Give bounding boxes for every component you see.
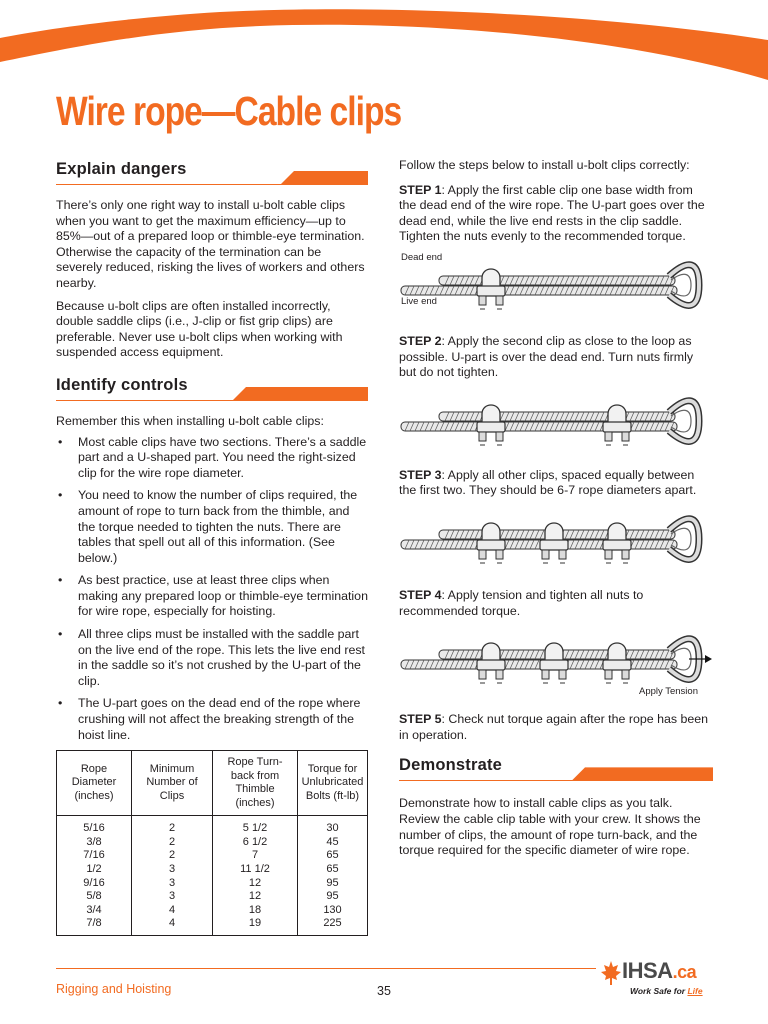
bullet-icon: • (58, 434, 63, 449)
step-4-figure (399, 626, 713, 702)
dead-end-label: Dead end (401, 251, 443, 263)
table-cell: 4 (132, 904, 213, 918)
table-cell: 3/4 (57, 904, 132, 918)
table-header-row (57, 751, 368, 816)
section-heading-demonstrate: Demonstrate (399, 756, 503, 775)
table-cell: 5/8 (57, 890, 132, 904)
table-cell: 65 (298, 849, 368, 863)
table-row (57, 877, 368, 891)
footer-rule (56, 968, 596, 969)
column-header: Rope Turn-back from Thimble (inches) (213, 751, 298, 816)
table-cell: 4 (132, 917, 213, 935)
clip-illustration (399, 506, 709, 578)
heading-accent-bar (571, 767, 713, 781)
cable-clip-icon (603, 523, 631, 563)
section-header-demonstrate (399, 754, 713, 784)
table-cell: 2 (132, 836, 213, 850)
cable-clip-table (56, 750, 368, 936)
page-title: Wire rope—Cable clips (56, 88, 402, 134)
table-cell: 7/16 (57, 849, 132, 863)
controls-list (56, 435, 368, 744)
table-cell: 5 1/2 (213, 816, 298, 836)
explain-paragraph: Because u-bolt clips are often installed incorrectly, double saddle clips (i.e., J-clip or fist grip clips) are preferable. Never use u-bolt clips when working with suspended access equipment. (56, 298, 343, 360)
table-row (57, 863, 368, 877)
ihsa-logo[interactable] (600, 958, 720, 1002)
step-label: STEP 4 (399, 587, 442, 602)
header-wave (0, 0, 768, 80)
cable-clip-icon (477, 523, 505, 563)
table-cell: 3 (132, 863, 213, 877)
identify-intro: Remember this when installing u-bolt cable clips: (56, 413, 324, 428)
table-row (57, 904, 368, 918)
bullet-icon: • (58, 627, 63, 642)
table-cell: 1/2 (57, 863, 132, 877)
table-cell: 3 (132, 890, 213, 904)
table-cell: 45 (298, 836, 368, 850)
page-number: 35 (377, 984, 391, 998)
bullet-icon: • (58, 696, 63, 711)
step-label: STEP 1 (399, 182, 442, 197)
table-cell: 19 (213, 917, 298, 935)
explain-paragraph: There’s only one right way to install u-bolt cable clips when you want to get the maximum efficiency—up to 85%—out of a prepared loop or thimble-eye termination. Otherwise the capacity of the termination can be severely reduced, risking the lives of workers and others nearby. (56, 198, 365, 290)
table-cell: 12 (213, 877, 298, 891)
left-column (56, 158, 368, 936)
section-header-explain (56, 158, 368, 188)
cable-clip-icon (603, 405, 631, 445)
apply-tension-label: Apply Tension (639, 686, 698, 698)
step-5: STEP 5: Check nut torque again after the rope has been in operation. (399, 712, 709, 742)
table-cell: 225 (298, 917, 368, 935)
table-row (57, 849, 368, 863)
heading-rule (399, 780, 713, 781)
section-heading-explain: Explain dangers (56, 160, 187, 178)
steps-intro: Follow the steps below to install u-bolt clips correctly: (399, 158, 690, 172)
table-cell: 65 (298, 863, 368, 877)
table-cell: 11 1/2 (213, 863, 298, 877)
list-item: • All three clips must be installed with the saddle part on the live end of the rope. This lets the live end rest in the saddle so it’s not crushed by the U-part of the clip. (58, 627, 365, 688)
step-3-figure (399, 506, 713, 578)
table-cell: 9/16 (57, 877, 132, 891)
clip-illustration (399, 388, 709, 458)
column-header: Minimum Number of Clips (132, 751, 213, 816)
table-cell: 2 (132, 816, 213, 836)
heading-rule (56, 400, 368, 401)
step-2: STEP 2: Apply the second clip as close to the loop as possible. U-part is over the dead end. Turn nuts firmly but do not tighten. (399, 333, 694, 380)
table-cell: 130 (298, 904, 368, 918)
table-body (57, 816, 368, 936)
footer-section-name: Rigging and Hoisting (56, 982, 172, 996)
clip-illustration (399, 252, 709, 324)
list-item: • You need to know the number of clips required, the amount of rope to turn back from the thimble, and the torque needed to tighten the nuts. There are tables that spell out all of this information. (See below.) (58, 488, 358, 565)
section-heading-identify: Identify controls (56, 375, 188, 394)
live-end-label: Live end (401, 295, 437, 307)
table-cell: 12 (213, 890, 298, 904)
table-row (57, 836, 368, 850)
table-cell: 3 (132, 877, 213, 891)
table-row (57, 890, 368, 904)
logo-wordmark: IHSA.ca (622, 958, 697, 983)
cable-clip-icon (477, 405, 505, 445)
heading-rule (56, 184, 368, 185)
table-cell: 7 (213, 849, 298, 863)
step-3: STEP 3: Apply all other clips, spaced equally between the first two. They should be 6-7 rope diameters apart. (399, 467, 697, 498)
list-item: • As best practice, use at least three clips when making any prepared loop or thimble-eye termination for wire rope, especially for hoisting. (58, 573, 368, 619)
cable-clip-icon (540, 523, 568, 563)
table-cell: 95 (298, 890, 368, 904)
column-header: Torque for Unlubricated Bolts (ft-lb) (298, 751, 368, 816)
section-header-identify (56, 374, 368, 404)
cable-clip-icon (603, 643, 631, 683)
table-cell: 7/8 (57, 917, 132, 935)
heading-accent-bar (232, 387, 368, 401)
table-cell: 2 (132, 849, 213, 863)
table-row (57, 917, 368, 935)
table-cell: 18 (213, 904, 298, 918)
step-1-figure (399, 252, 713, 324)
table-cell: 5/16 (57, 816, 132, 836)
right-column (399, 158, 713, 866)
step-4: STEP 4: Apply tension and tighten all nuts to recommended torque. (399, 587, 644, 618)
step-label: STEP 5 (399, 712, 442, 727)
step-1: STEP 1: Apply the first cable clip one base width from the dead end of the wire rope. The U-part goes over the dead end, while the live end rests in the clip saddle. Tighten the nuts evenly to the recommended torque. (399, 182, 705, 244)
table-cell: 95 (298, 877, 368, 891)
bullet-icon: • (58, 573, 63, 588)
cable-clip-icon (540, 643, 568, 683)
list-item: • The U-part goes on the dead end of the rope where crushing will not affect the breaking strength of the hoist line. (58, 696, 361, 742)
step-label: STEP 3 (399, 467, 442, 482)
step-label: STEP 2 (399, 333, 442, 348)
heading-accent-bar (280, 171, 368, 185)
column-header: Rope Diameter (inches) (57, 751, 132, 816)
logo-tagline: Work Safe for Life (630, 986, 703, 996)
bullet-icon: • (58, 488, 63, 503)
table-cell: 6 1/2 (213, 836, 298, 850)
table-row (57, 816, 368, 836)
step-2-figure (399, 388, 713, 458)
cable-clip-icon (477, 269, 505, 309)
maple-leaf-icon (600, 960, 622, 986)
list-item: • Most cable clips have two sections. There’s a saddle part and a U-shaped part. You need the right-sized clip for the wire rope diameter. (58, 434, 367, 480)
table-cell: 30 (298, 816, 368, 836)
demonstrate-paragraph: Demonstrate how to install cable clips as you talk. Review the cable clip table with your crew. It shows the number of clips, the amount of rope turn-back, and the torque required for the specific diameter of wire rope. (399, 796, 701, 858)
table-cell: 3/8 (57, 836, 132, 850)
cable-clip-icon (477, 643, 505, 683)
